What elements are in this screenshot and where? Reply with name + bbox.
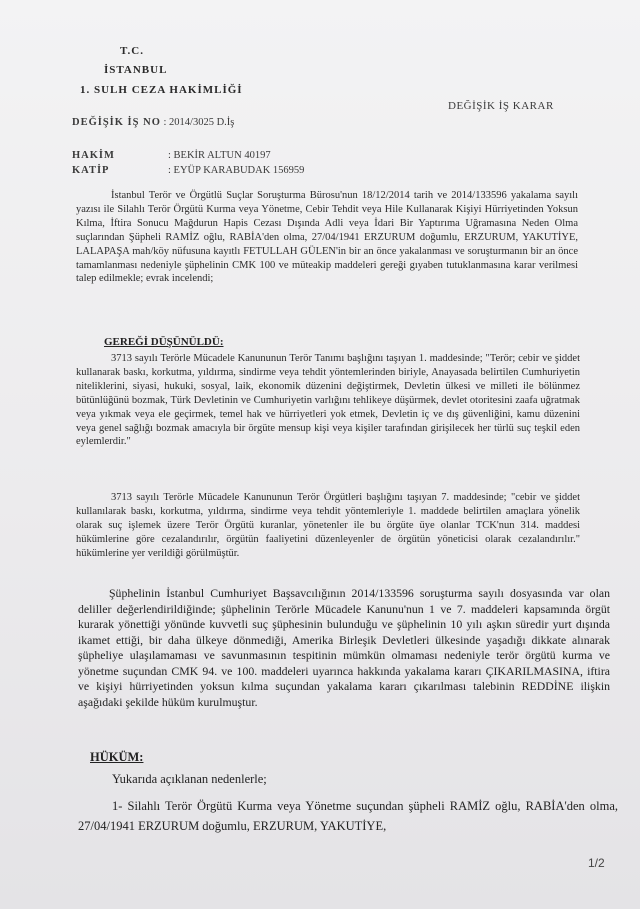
heading-hukum: HÜKÜM: — [90, 750, 144, 764]
document-type: DEĞİŞİK İŞ KARAR — [448, 100, 554, 112]
paragraph-ruling-1: 1- Silahlı Terör Örgütü Kurma veya Yönetme suçundan şüpheli RAMİZ oğlu, RABİA'den olma, 27/04/1941 ERZURUM doğumlu, ERZURUM, YAKUTİYE, — [78, 799, 618, 833]
paragraph-article-1: 3713 sayılı Terörle Mücadele Kanununun Terör Tanımı başlığını taşıyan 1. maddesinde; "Terör; cebir ve şiddet kullanarak baskı, korkutma, yıldırma, sindirme veya tehdit yöntemlerinden biriyle, Anayasada belirtilen Cumhuriyetin niteliklerini, siyasi, hukuki, sosyal, laik, ekonomik düzenini değiştirmek, Devletin ülkesi ve milleti ile bölünmez bütünlüğünü bozmak, Türk Devletinin ve Cumhuriyetin varlığını tehlikeye düşürmek, devlet otoritesini zaafa uğratmak veya yıkmak veya ele geçirmek, temel hak ve hürriyetleri yok etmek, Devletin iç ve dış güvenliğini, kamu düzenini veya genel sağlığı bozmak amacıyla bir örgüte mensup kişi veya kişiler tarafından girişilecek her türlü suç teşkil eden eylemlerdir." — [76, 353, 580, 448]
heading-gerekli-dusunuldu: GEREĞİ DÜŞÜNÜLDÜ: — [104, 336, 224, 348]
judge-value: : BEKİR ALTUN 40197 — [168, 150, 271, 161]
case-number-row — [72, 117, 234, 128]
case-label: DEĞİŞİK İŞ NO — [72, 117, 161, 128]
paragraph-reasons: Yukarıda açıklanan nedenlerle; — [112, 772, 267, 786]
intro-paragraph: İstanbul Terör ve Örgütlü Suçlar Soruşturma Bürosu'nun 18/12/2014 tarih ve 2014/133596 yakalama sayılı yazısı ile Silahlı Terör Örgütü Kurma veya Yönetme, Cebir Tehdit veya Hile Kullanarak Kişiyi Hürriyetinden Yoksun Kılma, İftira Sonucu Mağdurun Hapis Cezası Dışında Adli veya İdari Bir Yaptırıma Uğramasına Neden Olma suçlarından Şüpheli RAMİZ oğlu, RABİA'den olma, 27/04/1941 ERZURUM doğumlu, ERZURUM, YAKUTİYE, LALAPAŞA mah/köy nüfusuna kayıtlı FETULLAH GÜLEN'in bir an önce yakalanması ve soruşturmanın bir an önce tamamlanması nedeniyle şüphelinin CMK 100 ve müteakip maddeleri gereği gıyaben tutuklanmasına karar verilmesi talep edilmekle; evrak incelendi; — [76, 190, 578, 285]
case-number: : 2014/3025 D.İş — [163, 117, 235, 128]
header-tc: T.C. — [120, 45, 144, 57]
header-court: 1. SULH CEZA HAKİMLİĞİ — [80, 84, 243, 96]
paragraph-article-7: 3713 sayılı Terörle Mücadele Kanununun Terör Örgütleri başlığını taşıyan 7. maddesinde; "cebir ve şiddet kullanılarak baskı, korkutma, yıldırma, sindirme veya tehdit yöntemleriyle 1. maddede belirtilen amaçlara yönelik olarak suç işlemek üzere Terör Örgütü kuranlar, yönetenler ile bu örgüte üye olanlar TCK'nun 314. maddesi hükümlerine göre cezalandırılır, örgütün faaliyetini düzenleyenler de örgütün yöneticisi olarak cezalandırılır." hükümlerine yer verildiği görülmüştür. — [76, 492, 580, 559]
header-city: İSTANBUL — [104, 64, 168, 76]
clerk-value: : EYÜP KARABUDAK 156959 — [168, 165, 305, 176]
clerk-label: KATİP — [72, 165, 110, 176]
judge-label: HAKİM — [72, 150, 115, 161]
paragraph-evaluation: Şüphelinin İstanbul Cumhuriyet Başsavcılığının 2014/133596 soruşturma sayılı dosyasında var olan deliller değerlendirildiğinde; şüphelinin Terörle Mücadele Kanunu'nun 1 ve 7. maddeleri kapsamında örgüt kurarak yönettiği yönünde kuvvetli suç şüphesinin bulunduğu ve şüphelinin 10 yılı aşkın süredir yurt dışında ikamet ettiği, bir daha ülkeye dönmediği, Amerika Birleşik Devletleri ülkesinde yaşadığı dikkate alınarak şüpheliye ulaşılamaması ve savunmasının tespitinin mümkün olmaması nedeniyle terör örgütü kurma ve yönetme suçundan CMK 94. ve 100. maddeleri uyarınca hakkında yakalama kararı ÇIKARILMASINA, iftira ve kişiyi hürriyetinden yoksun kılma suçundan yakalama kararı çıkarılması talebinin REDDİNE ilişkin aşağıdaki şekilde hüküm kurulmuştur. — [78, 586, 610, 709]
page-number: 1/2 — [588, 856, 605, 870]
